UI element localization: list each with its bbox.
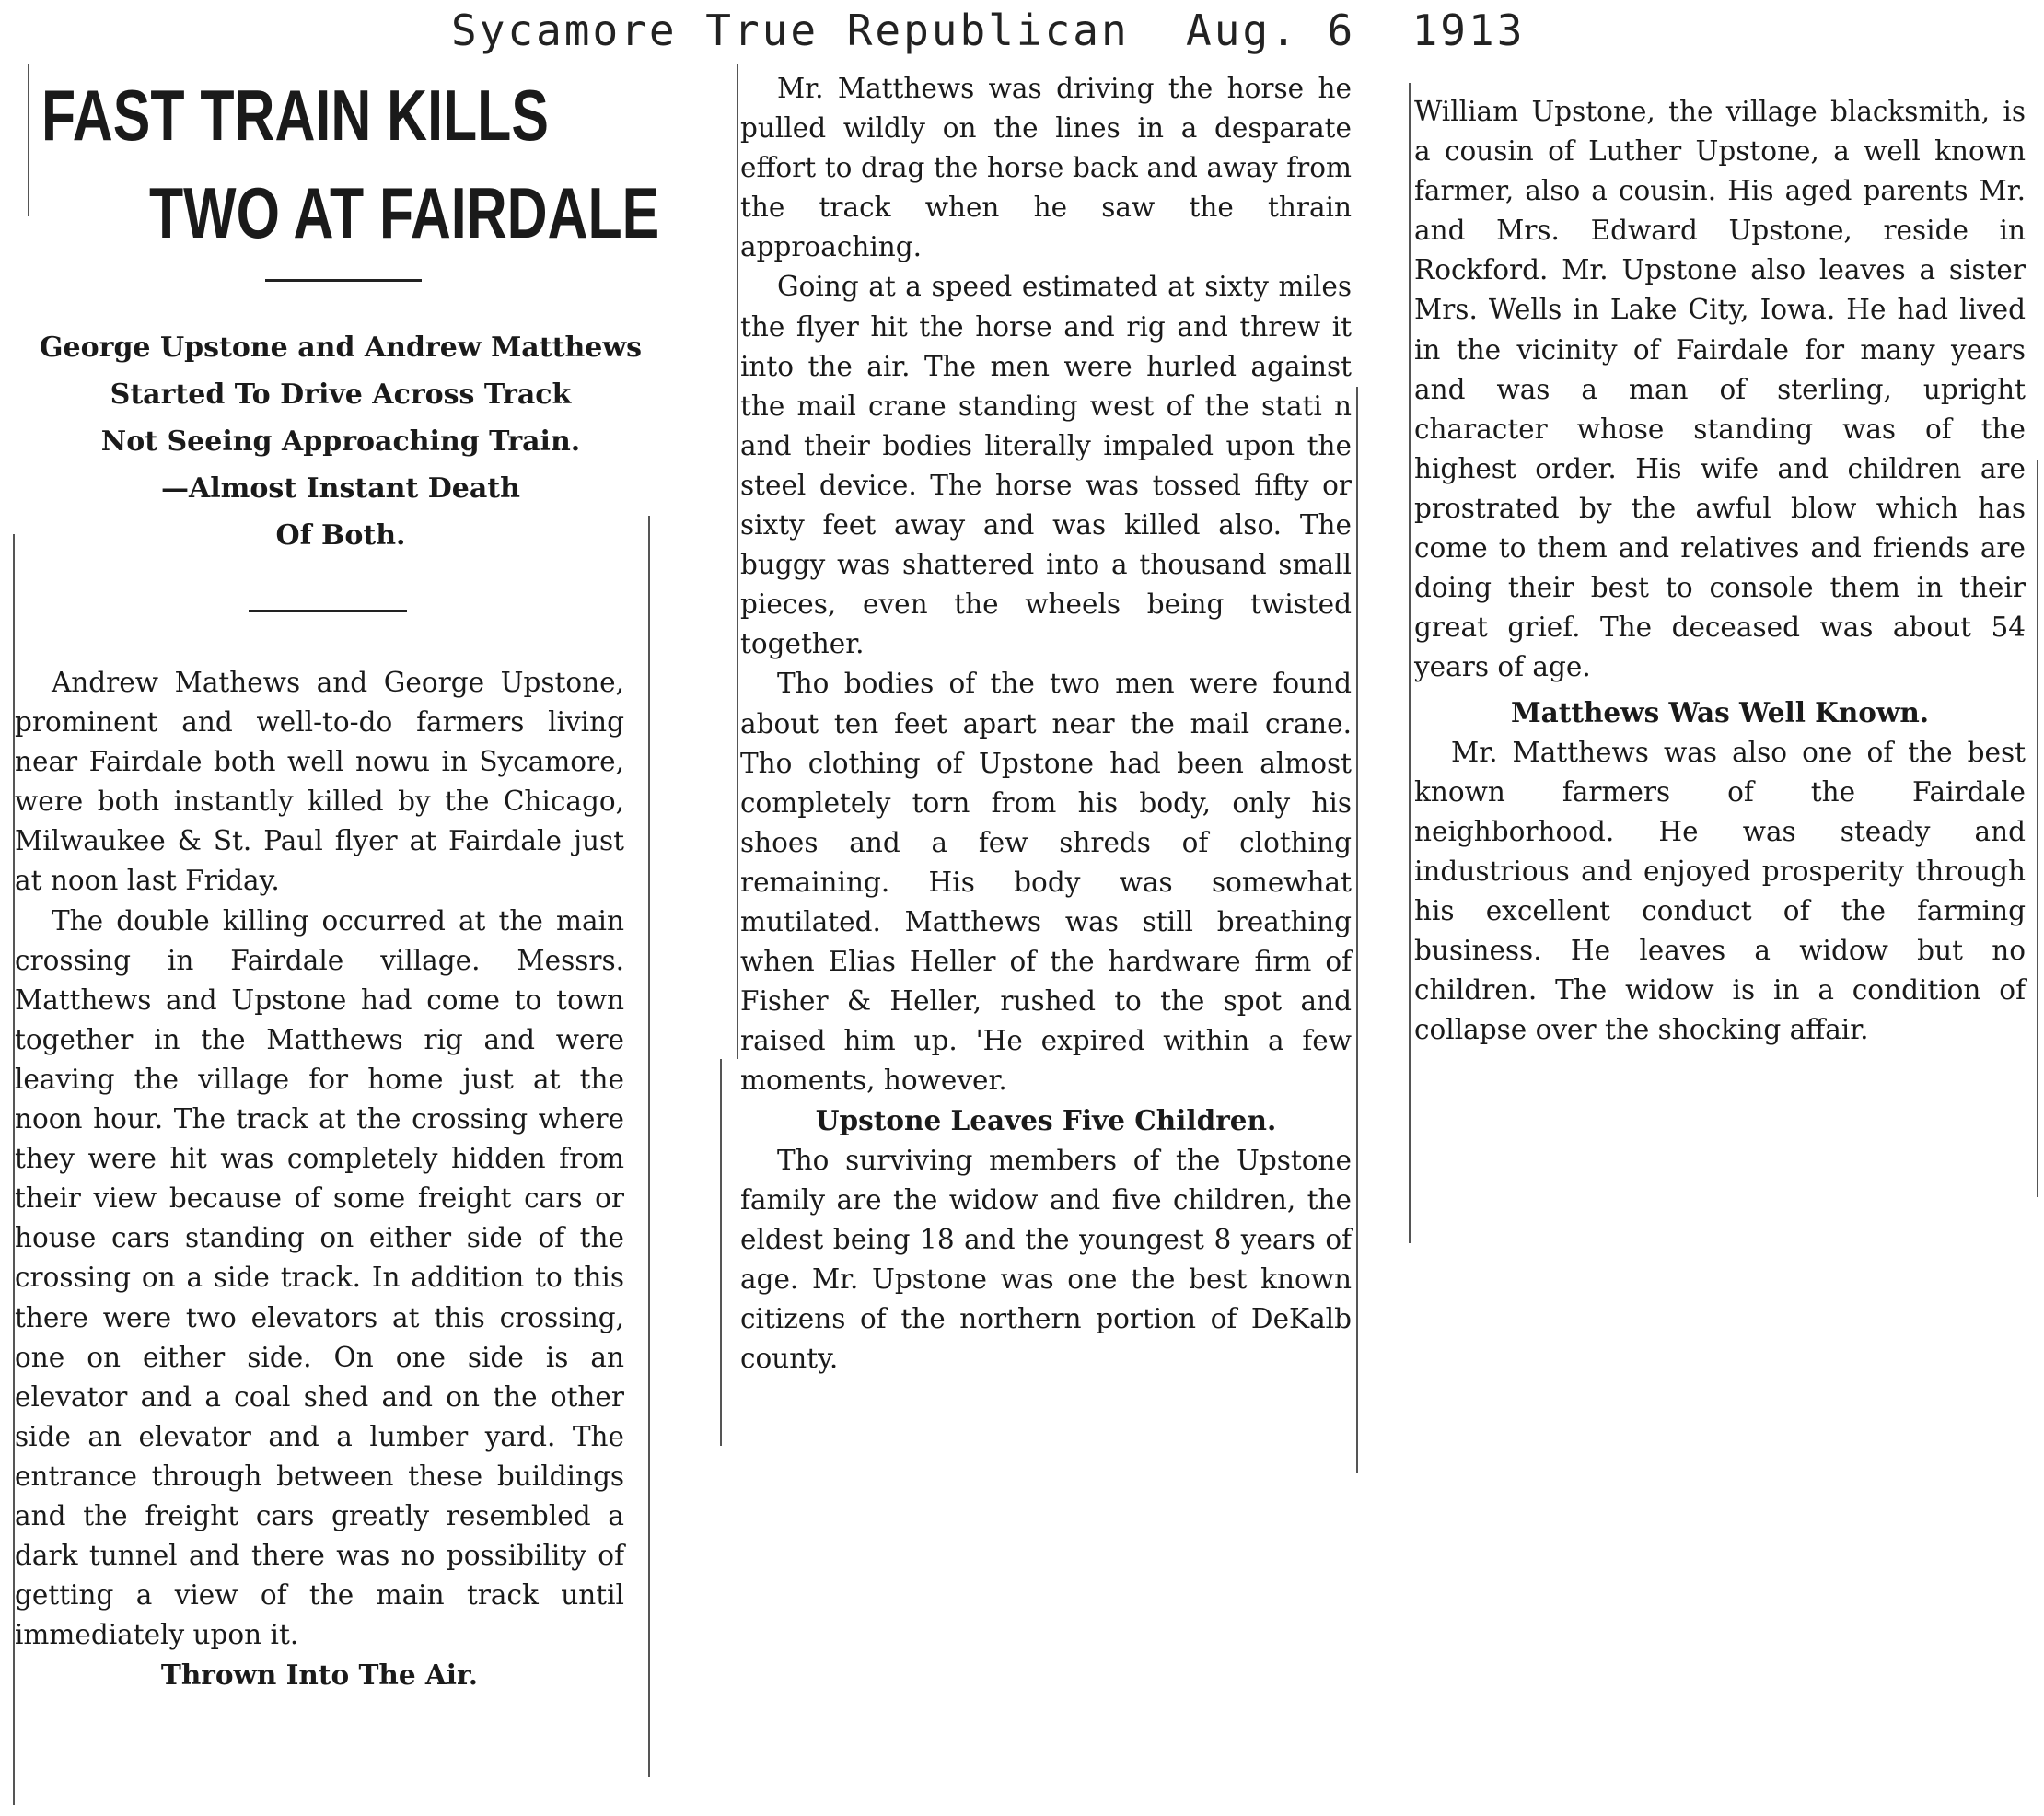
source-line: Sycamore True Republican Aug. 6 1913 — [451, 6, 1526, 55]
article-paragraph: William Upstone, the village blacksmith, is a cousin of Luther Upstone, a well known farmer, also a cousin. His aged parents Mr. and Mrs. Edward Upstone, reside in Rockford. Mr. Upstone also leaves a sister Mrs. Wells in Lake City, Iowa. He had lived in the vicinity of Fairdale for many years and was a man of sterling, upright character whose standing was of the highest order. His wife and children are prostrated by the awful blow which has come to them and relatives and friends are doing their best to console them in their great grief. The deceased was about 54 years of age. — [1414, 96, 2026, 683]
article-paragraph: The double killing occurred at the main crossing in Fairdale village. Messrs. Matthews and Upstone had come to town together in the Matthews rig and were leaving the village for home just at the noon hour. The track at the crossing where they were hit was completely hidden from their view because of some freight cars or house cars standing on either side of the crossing on a side track. In addition to this there were two elevators at this crossing, one on either side. On one side is an elevator and a coal shed and on the other side an elevator and a lumber yard. The entrance through between these buildings and the freight cars greatly resembled a dark tunnel and there was no possibility of getting a view of the main track until immediately upon it. — [15, 904, 624, 1651]
article-paragraph: Mr. Matthews was also one of the best known farmers of the Fairdale neighborhood. He was steady and industrious and enjoyed prosperity through his excellent conduct of the farming business. He leaves a widow but no children. The widow is in a condition of collapse over the shocking affair. — [1414, 736, 2026, 1046]
headline-line-2: TWO AT FAIRDALE — [149, 172, 660, 253]
column-rule-col3-left — [1409, 83, 1411, 1243]
column-rule-col2-right — [1356, 387, 1358, 1473]
article-column-2 — [740, 69, 1352, 1379]
headline — [41, 66, 660, 262]
deck-divider — [249, 610, 407, 612]
article-paragraph: Andrew Mathews and George Upstone, prominent and well-to-do farmers living near Fairdale both well nowu in Sycamore, were both instantly killed by the Chicago, Milwaukee & St. Paul flyer at Fairdale just at noon last Friday. — [15, 667, 624, 897]
subhead-upstone-leaves-five-children: Upstone Leaves Five Children. — [815, 1104, 1277, 1137]
deck-line: Not Seeing Approaching Train. — [100, 425, 581, 458]
article-paragraph: Mr. Matthews was driving the horse he pulled wildly on the lines in a desparate effort to drag the horse back and away from the track when he saw the thrain approaching. — [740, 73, 1352, 263]
deck-line: George Upstone and Andrew Matthews — [39, 332, 643, 364]
column-rule-left-headline — [28, 64, 29, 216]
deck — [28, 324, 654, 559]
deck-line: Of Both. — [275, 519, 406, 552]
headline-line-1: FAST TRAIN KILLS — [41, 75, 549, 156]
column-rule-col2-left-top — [737, 64, 738, 1059]
subhead-thrown-into-the-air: Thrown Into The Air. — [160, 1659, 479, 1692]
column-rule-col2-left-bottom — [720, 1059, 722, 1446]
column-rule-col3-right — [2037, 460, 2038, 1197]
article-column-3 — [1414, 92, 2026, 1050]
subhead-matthews-was-well-known: Matthews Was Well Known. — [1510, 696, 1930, 729]
article-paragraph: Tho bodies of the two men were found about ten feet apart near the mail crane. Tho clothing of Upstone had been almost completely torn from his body, only his shoes and a few shreds of clothing remaining. His body was somewhat mutilated. Matthews was still breathing when Elias Heller of the hardware firm of Fisher & Heller, rushed to the spot and raised him up. 'He expired within a few moments, however. — [740, 668, 1352, 1097]
column-rule-col1-right — [648, 516, 650, 1777]
article-paragraph: Tho surviving members of the Upstone family are the widow and five children, the eldest being 18 and the youngest 8 years of age. Mr. Upstone was one the best known citizens of the northern portion of DeKalb county. — [740, 1144, 1352, 1374]
headline-divider — [265, 279, 422, 282]
deck-line: —Almost Instant Death — [161, 472, 520, 505]
article-paragraph: Going at a speed estimated at sixty miles the flyer hit the horse and rig and threw it into the air. The men were hurled against the mail crane standing west of the stati n and their bodies literally impaled upon the steel device. The horse was tossed fifty or sixty feet away and was killed also. The buggy was shattered into a thousand small pieces, even the wheels being twisted together. — [740, 271, 1352, 660]
article-column-1 — [15, 663, 624, 1694]
deck-line: Started To Drive Across Track — [110, 378, 572, 411]
